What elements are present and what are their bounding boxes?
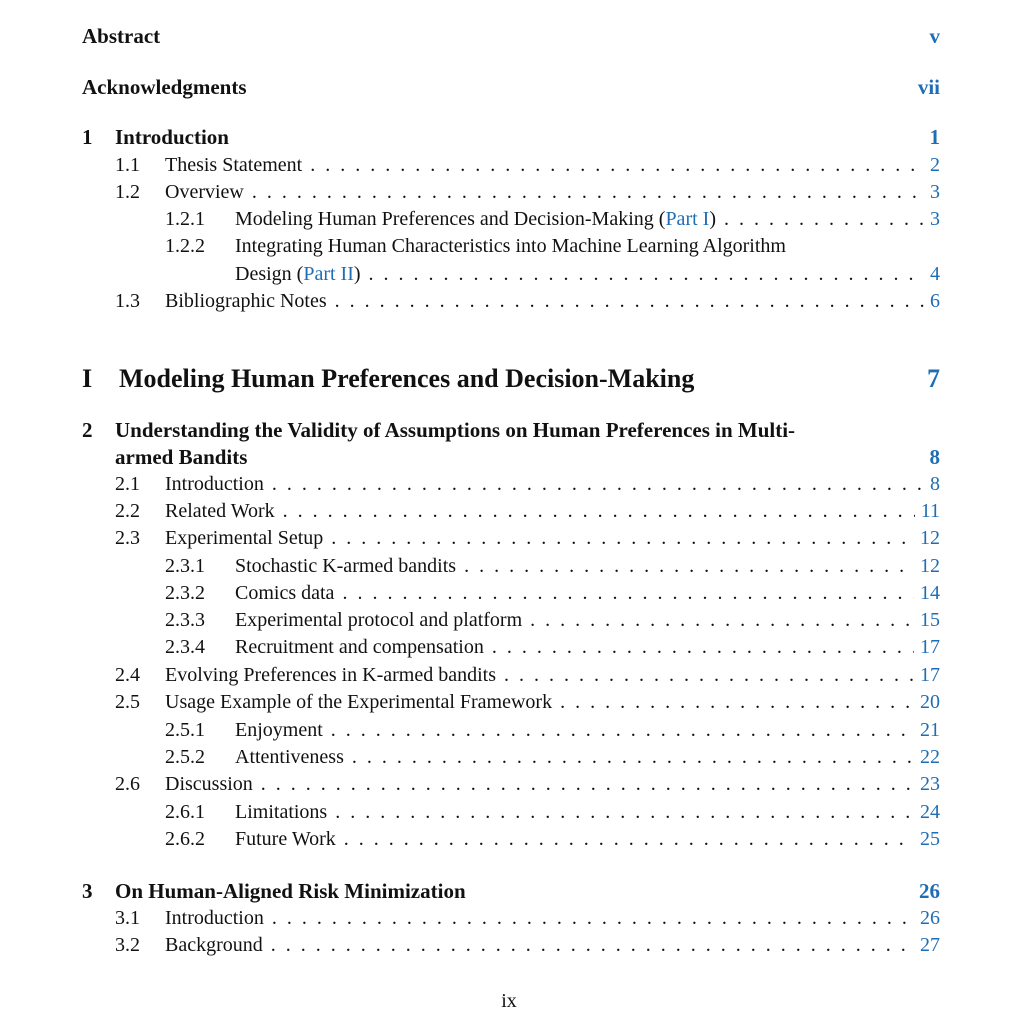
toc-subsection-title: Design (Part II) [235, 263, 361, 285]
toc-page-number[interactable]: 17 [920, 664, 940, 686]
toc-subsection-2-5-2[interactable] [165, 746, 940, 769]
toc-page-number[interactable]: 3 [930, 208, 940, 230]
toc-subsection-number: 2.3.2 [165, 582, 205, 604]
toc-part-title: Modeling Human Preferences and Decision-Making [119, 364, 695, 393]
toc-leader-dots [530, 609, 914, 632]
toc-subsection-1-2-1[interactable] [165, 208, 940, 231]
toc-section-number: 2.5 [115, 691, 140, 713]
toc-page-number[interactable]: 20 [920, 691, 940, 713]
toc-chapter-2[interactable] [115, 445, 940, 470]
toc-subsection-2-6-2[interactable] [165, 828, 940, 851]
toc-chapter-3[interactable] [82, 879, 940, 904]
toc-page-number[interactable]: 8 [930, 473, 940, 495]
toc-section-2-6[interactable] [115, 773, 940, 796]
part-link[interactable]: Part II [303, 263, 354, 285]
toc-chapter-title: On Human-Aligned Risk Minimization [115, 879, 466, 903]
toc-subsection-2-5-1[interactable] [165, 719, 940, 742]
toc-leader-dots [352, 746, 914, 769]
toc-entry-abstract[interactable] [82, 24, 940, 49]
toc-page-number[interactable]: vii [917, 75, 940, 99]
toc-section-number: 3.2 [115, 934, 140, 956]
toc-leader-dots [271, 934, 914, 957]
toc-subsection-title: Integrating Human Characteristics into Machine Learning Algorithm [235, 235, 786, 257]
toc-leader-dots [464, 555, 914, 578]
toc-page-number[interactable]: 8 [929, 445, 940, 469]
part-link[interactable]: Part I [665, 208, 710, 230]
toc-leader-dots [252, 181, 924, 204]
toc-page-number[interactable]: 2 [930, 154, 940, 176]
toc-leader-dots [283, 500, 915, 523]
toc-section-number: 2.6 [115, 773, 140, 795]
toc-page-number[interactable]: 26 [920, 907, 940, 929]
toc-entry-title: Acknowledgments [82, 75, 247, 99]
toc-chapter-1[interactable] [82, 125, 940, 150]
toc-section-1-2[interactable] [115, 181, 940, 204]
toc-section-number: 2.2 [115, 500, 140, 522]
toc-leader-dots [261, 773, 914, 796]
toc-chapter-title: Introduction [115, 125, 229, 149]
toc-subsection-number: 2.3.3 [165, 609, 205, 631]
toc-section-title: Experimental Setup [165, 527, 324, 549]
toc-section-2-4[interactable] [115, 664, 940, 687]
toc-section-1-3[interactable] [115, 290, 940, 313]
toc-section-number: 1.3 [115, 290, 140, 312]
toc-leader-dots [560, 691, 914, 714]
toc-entry-acknowledgments[interactable] [82, 75, 940, 100]
toc-subsection-title: Experimental protocol and platform [235, 609, 523, 631]
toc-subsection-1-2-2[interactable] [235, 263, 940, 286]
toc-part-number: I [82, 364, 93, 393]
toc-section-title: Evolving Preferences in K-armed bandits [165, 664, 497, 686]
toc-subsection-number: 2.6.1 [165, 801, 205, 823]
toc-part-1[interactable] [82, 364, 940, 394]
toc-subsection-2-3-3[interactable] [165, 609, 940, 632]
toc-section-number: 1.2 [115, 181, 140, 203]
toc-leader-dots [724, 208, 924, 231]
toc-subsection-2-3-4[interactable] [165, 636, 940, 659]
toc-section-number: 1.1 [115, 154, 140, 176]
toc-subsection-title: Modeling Human Preferences and Decision-Making (Part I) [235, 208, 716, 230]
toc-section-1-1[interactable] [115, 154, 940, 177]
toc-page-number[interactable]: 14 [920, 582, 940, 604]
page-footer-number: ix [501, 990, 517, 1012]
toc-section-3-1[interactable] [115, 907, 940, 930]
toc-subsection-title: Attentiveness [235, 746, 344, 768]
toc-leader-dots [331, 719, 914, 742]
toc-subsection-number: 2.3.4 [165, 636, 205, 658]
toc-section-3-2[interactable] [115, 934, 940, 957]
toc-section-2-1[interactable] [115, 473, 940, 496]
toc-leader-dots [272, 473, 924, 496]
toc-subsection-title: Comics data [235, 582, 335, 604]
toc-subsection-number: 1.2.1 [165, 208, 205, 230]
toc-page-number[interactable]: 22 [920, 746, 940, 768]
toc-leader-dots [504, 664, 914, 687]
toc-leader-dots [369, 263, 924, 286]
toc-page-number[interactable]: 12 [920, 527, 940, 549]
toc-section-title: Usage Example of the Experimental Framework [165, 691, 553, 713]
toc-leader-dots [331, 527, 914, 550]
toc-subsection-number: 2.5.1 [165, 719, 205, 741]
toc-leader-dots [310, 154, 924, 177]
toc-leader-dots [335, 290, 924, 313]
toc-section-title: Related Work [165, 500, 275, 522]
toc-leader-dots [342, 582, 914, 605]
toc-page-number[interactable]: 6 [930, 290, 940, 312]
toc-section-title: Overview [165, 181, 244, 203]
toc-section-title: Bibliographic Notes [165, 290, 327, 312]
toc-subsection-2-3-1[interactable] [165, 555, 940, 578]
toc-subsection-1-2-2-line1[interactable] [165, 235, 786, 258]
toc-leader-dots [492, 636, 914, 659]
toc-subsection-title: Limitations [235, 801, 328, 823]
toc-subsection-title: Recruitment and compensation [235, 636, 484, 658]
toc-section-title: Introduction [165, 473, 264, 495]
toc-subsection-number: 2.5.2 [165, 746, 205, 768]
toc-page-number[interactable]: 27 [920, 934, 940, 956]
toc-section-title: Discussion [165, 773, 253, 795]
toc-subsection-title: Future Work [235, 828, 336, 850]
toc-subsection-title: Enjoyment [235, 719, 323, 741]
toc-page-number[interactable]: 1 [929, 125, 940, 149]
toc-page-number[interactable]: 4 [930, 263, 940, 285]
toc-leader-dots [335, 801, 914, 824]
toc-leader-dots [272, 907, 914, 930]
toc-subsection-2-6-1[interactable] [165, 801, 940, 824]
toc-page-number[interactable]: 21 [920, 719, 940, 741]
toc-subsection-number: 2.3.1 [165, 555, 205, 577]
toc-page-number[interactable]: 26 [919, 879, 940, 903]
toc-section-number: 2.3 [115, 527, 140, 549]
toc-chapter-number: 3 [82, 879, 93, 903]
toc-subsection-number: 1.2.2 [165, 235, 205, 257]
toc-page-number[interactable]: 15 [920, 609, 940, 631]
toc-section-number: 2.1 [115, 473, 140, 495]
toc-chapter-title: Understanding the Validity of Assumptions on Human Preferences in Multi- [115, 418, 796, 442]
toc-subsection-number: 2.6.2 [165, 828, 205, 850]
toc-chapter-2-line1[interactable] [82, 418, 795, 443]
toc-page-number[interactable]: 23 [920, 773, 940, 795]
toc-section-2-3[interactable] [115, 527, 940, 550]
toc-section-title: Introduction [165, 907, 264, 929]
toc-subsection-2-3-2[interactable] [165, 582, 940, 605]
toc-entry-title: Abstract [82, 24, 161, 48]
toc-page-number[interactable]: 7 [927, 364, 940, 393]
toc-page-number[interactable]: 17 [920, 636, 940, 658]
toc-section-title: Thesis Statement [165, 154, 303, 176]
toc-chapter-title: armed Bandits [115, 445, 248, 469]
toc-section-2-5[interactable] [115, 691, 940, 714]
toc-page-number[interactable]: 12 [920, 555, 940, 577]
toc-section-2-2[interactable] [115, 500, 940, 523]
toc-page-number[interactable]: v [929, 24, 940, 48]
toc-page-number[interactable]: 24 [920, 801, 940, 823]
toc-chapter-number: 1 [82, 125, 93, 149]
toc-section-number: 2.4 [115, 664, 140, 686]
toc-subsection-title: Stochastic K-armed bandits [235, 555, 457, 577]
toc-page-number[interactable]: 25 [920, 828, 940, 850]
toc-section-title: Background [165, 934, 263, 956]
toc-section-number: 3.1 [115, 907, 140, 929]
toc-page-number[interactable]: 11 [920, 500, 940, 522]
toc-leader-dots [344, 828, 914, 851]
toc-chapter-number: 2 [82, 418, 93, 442]
toc-page-number[interactable]: 3 [930, 181, 940, 203]
